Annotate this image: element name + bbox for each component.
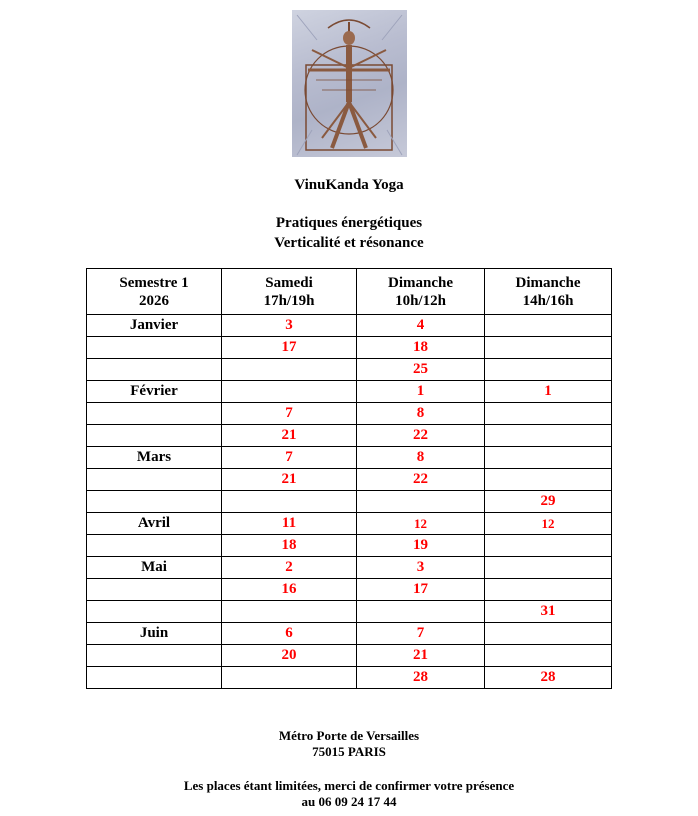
sunday-afternoon-date-cell xyxy=(485,557,612,579)
month-cell xyxy=(87,601,222,623)
schedule-row xyxy=(87,579,612,601)
sunday-afternoon-date-cell xyxy=(485,535,612,557)
saturday-date-cell: 20 xyxy=(222,645,357,667)
schedule-row xyxy=(87,601,612,623)
sunday-afternoon-date-cell: 1 xyxy=(485,381,612,403)
month-cell xyxy=(87,535,222,557)
month-cell: Mai xyxy=(87,557,222,579)
month-cell xyxy=(87,425,222,447)
month-cell xyxy=(87,337,222,359)
schedule-row xyxy=(87,425,612,447)
schedule-row xyxy=(87,535,612,557)
column-header-semester: Semestre 1 2026 xyxy=(87,269,222,315)
column-header-sunday-afternoon: Dimanche 14h/16h xyxy=(485,269,612,315)
saturday-date-cell: 3 xyxy=(222,315,357,337)
sunday-afternoon-date-cell: 31 xyxy=(485,601,612,623)
schedule-row xyxy=(87,447,612,469)
saturday-date-cell: 16 xyxy=(222,579,357,601)
saturday-date-cell: 2 xyxy=(222,557,357,579)
saturday-date-cell xyxy=(222,601,357,623)
month-cell xyxy=(87,469,222,491)
schedule-row xyxy=(87,469,612,491)
schedule-row xyxy=(87,557,612,579)
sunday-morning-date-cell xyxy=(357,601,485,623)
saturday-date-cell xyxy=(222,491,357,513)
month-cell: Juin xyxy=(87,623,222,645)
schedule-row xyxy=(87,381,612,403)
sunday-afternoon-date-cell xyxy=(485,403,612,425)
sunday-morning-date-cell: 22 xyxy=(357,469,485,491)
sunday-afternoon-date-cell xyxy=(485,337,612,359)
sunday-morning-date-cell xyxy=(357,491,485,513)
sunday-afternoon-date-cell xyxy=(485,469,612,491)
subtitle-line-1: Pratiques énergétiques xyxy=(275,215,423,231)
sunday-morning-date-cell: 4 xyxy=(357,315,485,337)
saturday-date-cell: 21 xyxy=(222,469,357,491)
vitruvian-man-icon xyxy=(292,10,407,157)
saturday-date-cell: 17 xyxy=(222,337,357,359)
saturday-date-cell: 7 xyxy=(222,403,357,425)
month-cell xyxy=(87,667,222,689)
vitruvian-man-logo xyxy=(292,10,407,157)
sunday-afternoon-date-cell xyxy=(485,425,612,447)
sunday-morning-date-cell: 12 xyxy=(357,513,485,535)
address-line-1: Métro Porte de Versailles xyxy=(278,728,420,743)
schedule-row xyxy=(87,623,612,645)
sunday-morning-date-cell: 7 xyxy=(357,623,485,645)
sunday-afternoon-date-cell: 28 xyxy=(485,667,612,689)
schedule-table xyxy=(86,268,612,689)
schedule-header-row xyxy=(87,269,612,315)
schedule-body xyxy=(87,315,612,689)
month-cell xyxy=(87,491,222,513)
sunday-afternoon-date-cell xyxy=(485,623,612,645)
notice-line-1: Les places étant limitées, merci de confirmer votre présence xyxy=(183,778,515,793)
month-cell: Février xyxy=(87,381,222,403)
sunday-morning-date-cell: 8 xyxy=(357,403,485,425)
subtitle-line-2: Verticalité et résonance xyxy=(274,235,424,251)
saturday-date-cell: 6 xyxy=(222,623,357,645)
sunday-afternoon-date-cell: 12 xyxy=(485,513,612,535)
saturday-date-cell xyxy=(222,381,357,403)
sunday-morning-date-cell: 1 xyxy=(357,381,485,403)
schedule-row xyxy=(87,513,612,535)
sunday-morning-date-cell: 17 xyxy=(357,579,485,601)
month-cell: Mars xyxy=(87,447,222,469)
sunday-morning-date-cell: 21 xyxy=(357,645,485,667)
sunday-afternoon-date-cell xyxy=(485,447,612,469)
schedule-row xyxy=(87,667,612,689)
sunday-morning-date-cell: 18 xyxy=(357,337,485,359)
column-header-sunday-morning: Dimanche 10h/12h xyxy=(357,269,485,315)
saturday-date-cell xyxy=(222,359,357,381)
sunday-afternoon-date-cell: 29 xyxy=(485,491,612,513)
saturday-date-cell: 18 xyxy=(222,535,357,557)
month-cell: Avril xyxy=(87,513,222,535)
month-cell xyxy=(87,645,222,667)
notice-line-2: au 06 09 24 17 44 xyxy=(301,794,397,809)
saturday-date-cell: 7 xyxy=(222,447,357,469)
schedule-row xyxy=(87,359,612,381)
sunday-morning-date-cell: 3 xyxy=(357,557,485,579)
schedule-row xyxy=(87,403,612,425)
sunday-morning-date-cell: 28 xyxy=(357,667,485,689)
schedule-row xyxy=(87,645,612,667)
schedule-row xyxy=(87,315,612,337)
month-cell: Janvier xyxy=(87,315,222,337)
sunday-afternoon-date-cell xyxy=(485,315,612,337)
sunday-morning-date-cell: 8 xyxy=(357,447,485,469)
org-name: VinuKanda Yoga xyxy=(294,177,404,193)
sunday-afternoon-date-cell xyxy=(485,645,612,667)
sunday-morning-date-cell: 25 xyxy=(357,359,485,381)
column-header-saturday: Samedi 17h/19h xyxy=(222,269,357,315)
saturday-date-cell: 11 xyxy=(222,513,357,535)
schedule-row xyxy=(87,337,612,359)
saturday-date-cell xyxy=(222,667,357,689)
schedule-row xyxy=(87,491,612,513)
address-line-2: 75015 PARIS xyxy=(312,744,386,759)
month-cell xyxy=(87,403,222,425)
sunday-afternoon-date-cell xyxy=(485,359,612,381)
sunday-afternoon-date-cell xyxy=(485,579,612,601)
saturday-date-cell: 21 xyxy=(222,425,357,447)
sunday-morning-date-cell: 19 xyxy=(357,535,485,557)
month-cell xyxy=(87,579,222,601)
month-cell xyxy=(87,359,222,381)
sunday-morning-date-cell: 22 xyxy=(357,425,485,447)
